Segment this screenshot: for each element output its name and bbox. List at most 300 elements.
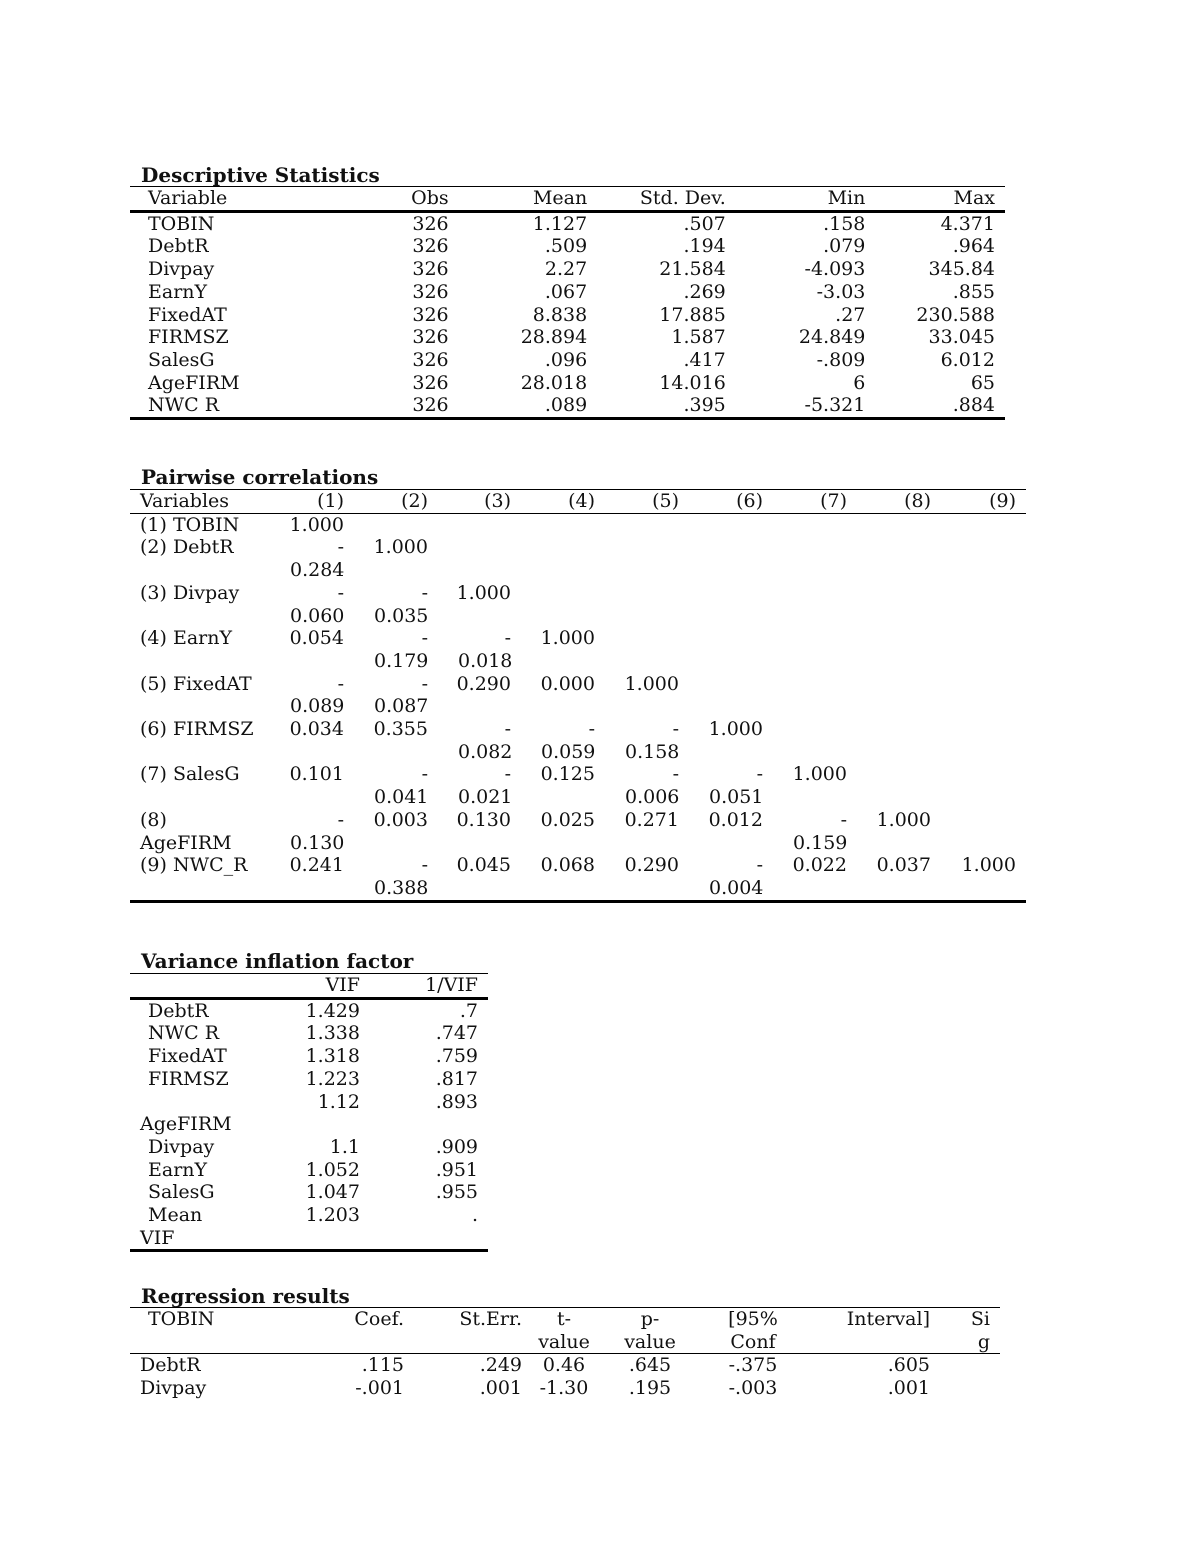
cell: Mean <box>148 1204 203 1227</box>
cell <box>360 1113 488 1136</box>
cell-line: - <box>421 672 428 695</box>
reg-col-header <box>300 1308 404 1354</box>
cell: 326 <box>412 212 449 235</box>
cell: FixedAT <box>148 1045 227 1068</box>
cell-line: 0.051 <box>709 786 764 809</box>
cell <box>130 718 270 763</box>
cell: .645 <box>628 1354 672 1377</box>
cell-line: - <box>421 763 428 786</box>
cell <box>438 718 521 763</box>
cell-line: 0.158 <box>625 740 680 763</box>
header-line: t- <box>556 1308 572 1330</box>
cell: .909 <box>435 1135 478 1158</box>
cell <box>773 627 857 672</box>
cell-line: - <box>337 536 344 559</box>
cell-line: 1.000 <box>876 808 931 831</box>
cell: 326 <box>412 280 449 303</box>
cell <box>270 854 354 901</box>
cell <box>130 513 270 536</box>
cell: DebtR <box>148 999 209 1022</box>
cell <box>857 536 941 581</box>
corr-col-header: (6) <box>689 490 773 514</box>
cell <box>280 1113 360 1136</box>
cell: TOBIN <box>148 212 215 235</box>
descriptive-title: Descriptive Statistics <box>141 163 380 187</box>
cell: 326 <box>412 371 449 394</box>
reg-col-header <box>694 1308 812 1354</box>
cell: .507 <box>683 212 726 235</box>
reg-col-header <box>130 1308 300 1354</box>
cell: 345.84 <box>928 258 995 281</box>
cell-line: 0.082 <box>458 740 513 763</box>
cell <box>605 536 689 581</box>
cell <box>130 809 270 854</box>
cell: .7 <box>459 999 478 1022</box>
cell <box>605 763 689 808</box>
cell-line: 1.000 <box>792 763 847 786</box>
cell: 65 <box>970 371 995 394</box>
cell: EarnY <box>148 280 208 303</box>
cell: .001 <box>479 1377 522 1400</box>
cell-line: (9) NWC_R <box>140 854 248 877</box>
cell: 33.045 <box>928 326 995 349</box>
cell: 326 <box>412 235 449 258</box>
cell-line: - <box>504 718 511 741</box>
cell-line: 1.000 <box>289 513 344 536</box>
table-row <box>130 1091 488 1114</box>
vif-col-inv: 1/VIF <box>360 974 488 999</box>
cell-line: 0.101 <box>289 763 344 786</box>
table-row <box>130 809 1026 854</box>
cell-line: (5) FixedAT <box>140 672 252 695</box>
cell-line: 0.003 <box>373 808 428 831</box>
cell: -1.30 <box>539 1377 589 1400</box>
cell: DebtR <box>148 235 209 258</box>
header-line: St.Err. <box>459 1308 522 1330</box>
corr-col-header: (1) <box>270 490 354 514</box>
table-row <box>130 1113 488 1136</box>
cell-line: 0.179 <box>374 649 429 672</box>
cell-line: 1.000 <box>624 672 679 695</box>
corr-col-header: (3) <box>438 490 521 514</box>
corr-col-header: (9) <box>941 490 1026 514</box>
cell <box>270 513 354 536</box>
cell <box>270 763 354 808</box>
cell <box>354 673 438 718</box>
cell: .158 <box>823 212 866 235</box>
cell: 1.223 <box>305 1067 360 1090</box>
cell <box>605 582 689 627</box>
cell <box>773 536 857 581</box>
cell: 24.849 <box>798 326 866 349</box>
correlations-table <box>130 489 1026 903</box>
cell: 14.016 <box>659 371 726 394</box>
cell-line: - <box>756 763 763 786</box>
cell <box>689 809 773 854</box>
cell <box>773 763 857 808</box>
cell-line: 0.022 <box>792 854 847 877</box>
cell: .605 <box>887 1354 930 1377</box>
cell-line: 0.290 <box>456 672 511 695</box>
cell <box>941 809 1026 854</box>
cell <box>689 673 773 718</box>
cell: .893 <box>435 1090 478 1113</box>
col-obs: Obs <box>332 187 448 212</box>
cell <box>857 582 941 627</box>
cell: 326 <box>412 348 449 371</box>
cell-line: 0.130 <box>290 831 345 854</box>
cell <box>354 536 438 581</box>
table-row <box>130 349 1005 372</box>
cell-line: 0.045 <box>456 854 511 877</box>
cell-line: 0.241 <box>289 854 344 877</box>
table-row <box>130 394 1005 418</box>
cell: .759 <box>435 1045 478 1068</box>
table-row <box>130 281 1005 304</box>
cell <box>773 809 857 854</box>
table-row <box>130 718 1026 763</box>
reg-col-header <box>930 1308 1000 1354</box>
table-row <box>130 1136 488 1159</box>
cell-line: 1.000 <box>456 581 511 604</box>
corr-col-header: (5) <box>605 490 689 514</box>
cell <box>270 673 354 718</box>
cell: .417 <box>683 348 726 371</box>
cell: -5.321 <box>804 394 866 417</box>
cell <box>270 627 354 672</box>
reg-col-header <box>812 1308 930 1354</box>
cell <box>930 1377 1000 1400</box>
cell <box>605 718 689 763</box>
cell <box>354 627 438 672</box>
cell <box>438 536 521 581</box>
cell <box>438 582 521 627</box>
cell: 1.12 <box>317 1090 360 1113</box>
cell: 326 <box>412 258 449 281</box>
cell: 326 <box>412 303 449 326</box>
cell <box>438 763 521 808</box>
cell <box>857 513 941 536</box>
cell-line: (4) EarnY <box>140 627 233 650</box>
cell <box>438 627 521 672</box>
cell: -.001 <box>355 1377 404 1400</box>
cell: Divpay <box>148 258 215 281</box>
reg-col-header <box>404 1308 522 1354</box>
table-row <box>130 258 1005 281</box>
cell <box>941 854 1026 901</box>
cell <box>521 582 605 627</box>
cell <box>605 854 689 901</box>
cell-line: 1.000 <box>961 854 1016 877</box>
cell <box>857 763 941 808</box>
cell <box>360 1227 488 1251</box>
cell: NWC R <box>148 1022 220 1045</box>
cell: AgeFIRM <box>148 371 240 394</box>
cell-line: - <box>588 718 595 741</box>
regression-title: Regression results <box>141 1284 350 1308</box>
cell: 1.203 <box>305 1204 360 1227</box>
cell: SalesG <box>148 348 215 371</box>
reg-col-header <box>606 1308 694 1354</box>
table-row <box>130 235 1005 258</box>
cell <box>354 582 438 627</box>
cell: .855 <box>952 280 995 303</box>
cell: 326 <box>412 394 449 417</box>
cell <box>354 809 438 854</box>
cell: .249 <box>479 1354 522 1377</box>
table-row <box>130 763 1026 808</box>
table-row <box>130 326 1005 349</box>
header-line: [95% <box>728 1308 778 1330</box>
cell <box>438 673 521 718</box>
cell: 8.838 <box>532 303 588 326</box>
regression-table <box>130 1307 1000 1400</box>
cell <box>773 513 857 536</box>
cell <box>521 854 605 901</box>
cell-line: - <box>421 854 428 877</box>
cell: .096 <box>544 348 588 371</box>
cell-line: 0.060 <box>290 604 345 627</box>
cell <box>354 854 438 901</box>
cell: 21.584 <box>659 258 726 281</box>
cell-line: (3) Divpay <box>140 581 240 604</box>
cell: 326 <box>412 326 449 349</box>
cell <box>521 763 605 808</box>
cell: .955 <box>435 1181 478 1204</box>
corr-col-header: Variables <box>130 490 270 514</box>
cell <box>354 718 438 763</box>
cell <box>605 627 689 672</box>
col-stddev: Std. Dev. <box>587 187 726 212</box>
cell: 28.894 <box>520 326 588 349</box>
cell: Divpay <box>148 1135 215 1158</box>
cell-line: 0.000 <box>540 672 595 695</box>
cell: -.375 <box>728 1354 778 1377</box>
header-line: Coef. <box>354 1308 404 1330</box>
cell <box>521 673 605 718</box>
header-line: value <box>538 1330 590 1353</box>
cell <box>438 809 521 854</box>
regression-header-row <box>130 1308 1000 1354</box>
cell-line: 1.000 <box>373 536 428 559</box>
cell <box>280 1227 360 1251</box>
cell: 0.46 <box>542 1354 586 1377</box>
cell <box>857 809 941 854</box>
cell-line: 0.130 <box>456 808 511 831</box>
cell-line: - <box>840 808 847 831</box>
cell-line: 0.012 <box>708 808 763 831</box>
cell-line: (7) SalesG <box>140 763 240 786</box>
cell <box>270 536 354 581</box>
cell <box>130 854 270 901</box>
cell <box>605 513 689 536</box>
cell-line: - <box>337 672 344 695</box>
cell: .817 <box>435 1067 478 1090</box>
cell-line: (2) DebtR <box>140 536 234 559</box>
cell <box>354 763 438 808</box>
cell-line: 0.068 <box>540 854 595 877</box>
table-row <box>130 673 1026 718</box>
col-max: Max <box>865 187 1005 212</box>
cell: EarnY <box>148 1158 208 1181</box>
cell: VIF <box>140 1226 175 1249</box>
table-row <box>130 513 1026 536</box>
cell-line: 0.271 <box>624 808 679 831</box>
table-row <box>130 1022 488 1045</box>
cell: 1.429 <box>305 999 360 1022</box>
cell <box>941 718 1026 763</box>
cell <box>941 627 1026 672</box>
cell: .194 <box>683 235 726 258</box>
table-row <box>130 536 1026 581</box>
cell <box>354 513 438 536</box>
table-row <box>130 582 1026 627</box>
correlations-header-row <box>130 490 1026 514</box>
col-variable: Variable <box>130 187 332 212</box>
cell <box>689 854 773 901</box>
table-row <box>130 1377 1000 1400</box>
cell: 1.318 <box>305 1045 360 1068</box>
cell <box>689 763 773 808</box>
cell <box>941 673 1026 718</box>
table-row <box>130 1181 488 1204</box>
cell <box>773 673 857 718</box>
cell: 6.012 <box>940 348 995 371</box>
cell <box>521 536 605 581</box>
cell <box>130 1091 280 1114</box>
cell-line: 0.087 <box>374 695 429 718</box>
cell: 4.371 <box>940 212 995 235</box>
cell: FIRMSZ <box>148 326 229 349</box>
cell-line: 1.000 <box>540 627 595 650</box>
cell: SalesG <box>148 1181 215 1204</box>
cell <box>521 627 605 672</box>
cell-line: 0.089 <box>290 695 345 718</box>
cell <box>941 763 1026 808</box>
cell-line: - <box>504 627 511 650</box>
cell <box>521 513 605 536</box>
corr-col-header: (8) <box>857 490 941 514</box>
col-mean: Mean <box>449 187 588 212</box>
cell: FixedAT <box>148 303 227 326</box>
cell-line: - <box>672 718 679 741</box>
header-line: Interval] <box>846 1308 930 1330</box>
cell: .964 <box>952 235 995 258</box>
cell: 1.338 <box>305 1022 360 1045</box>
cell: .195 <box>628 1377 672 1400</box>
cell: FIRMSZ <box>148 1067 229 1090</box>
cell-line: 0.021 <box>458 786 513 809</box>
cell-line: AgeFIRM <box>140 831 232 854</box>
cell: -.003 <box>728 1377 778 1400</box>
cell-line: (1) TOBIN <box>140 513 240 536</box>
table-row <box>130 372 1005 395</box>
cell-line: 0.035 <box>374 604 429 627</box>
cell <box>773 854 857 901</box>
header-line: g <box>977 1330 990 1353</box>
table-row <box>130 1204 488 1227</box>
cell: 1.127 <box>532 212 588 235</box>
cell-line: - <box>421 581 428 604</box>
descriptive-header-row <box>130 187 1005 212</box>
cell <box>689 582 773 627</box>
cell: .884 <box>952 394 995 417</box>
cell <box>605 673 689 718</box>
cell <box>773 718 857 763</box>
cell: .067 <box>544 280 588 303</box>
descriptive-table <box>130 186 1005 420</box>
cell: .395 <box>683 394 726 417</box>
table-row <box>130 1159 488 1182</box>
cell-line: - <box>672 763 679 786</box>
cell: .747 <box>435 1022 478 1045</box>
cell: -3.03 <box>816 280 866 303</box>
corr-col-header: (2) <box>354 490 438 514</box>
cell: Divpay <box>140 1377 207 1400</box>
table-row <box>130 854 1026 901</box>
cell <box>941 536 1026 581</box>
cell-line: - <box>337 581 344 604</box>
cell <box>689 513 773 536</box>
cell-line: 0.159 <box>793 831 848 854</box>
cell-line: 0.388 <box>374 876 429 899</box>
table-row <box>130 211 1005 235</box>
vif-header-row <box>130 974 488 999</box>
table-row <box>130 998 488 1022</box>
table-row <box>130 1045 488 1068</box>
cell: .27 <box>835 303 866 326</box>
cell <box>605 809 689 854</box>
cell-line: - <box>504 763 511 786</box>
cell: 230.588 <box>916 303 995 326</box>
cell <box>857 673 941 718</box>
header-line: Si <box>970 1308 990 1330</box>
table-row <box>130 1068 488 1091</box>
cell: -4.093 <box>804 258 866 281</box>
cell <box>857 627 941 672</box>
cell <box>930 1354 1000 1377</box>
cell: AgeFIRM <box>140 1113 232 1136</box>
cell-line: 0.034 <box>289 718 344 741</box>
cell: 28.018 <box>520 371 588 394</box>
table-row <box>130 1354 1000 1377</box>
cell-line: 0.037 <box>876 854 931 877</box>
table-row <box>130 1227 488 1251</box>
header-line: value <box>624 1330 676 1353</box>
header-line: TOBIN <box>148 1308 215 1330</box>
table-row <box>130 627 1026 672</box>
cell: -.809 <box>816 348 866 371</box>
cell: .079 <box>823 235 866 258</box>
cell <box>941 582 1026 627</box>
cell: .115 <box>361 1354 404 1377</box>
cell: 2.27 <box>544 258 588 281</box>
cell-line: 1.000 <box>708 718 763 741</box>
cell: .269 <box>683 280 726 303</box>
correlations-title: Pairwise correlations <box>141 465 379 489</box>
cell <box>689 627 773 672</box>
table-row <box>130 304 1005 327</box>
col-min: Min <box>726 187 866 212</box>
cell: .001 <box>887 1377 930 1400</box>
cell: 1.052 <box>305 1158 360 1181</box>
cell-line: 0.054 <box>289 627 344 650</box>
cell: . <box>471 1204 478 1227</box>
vif-table <box>130 973 488 1252</box>
cell <box>941 513 1026 536</box>
cell: NWC R <box>148 394 220 417</box>
cell <box>438 854 521 901</box>
